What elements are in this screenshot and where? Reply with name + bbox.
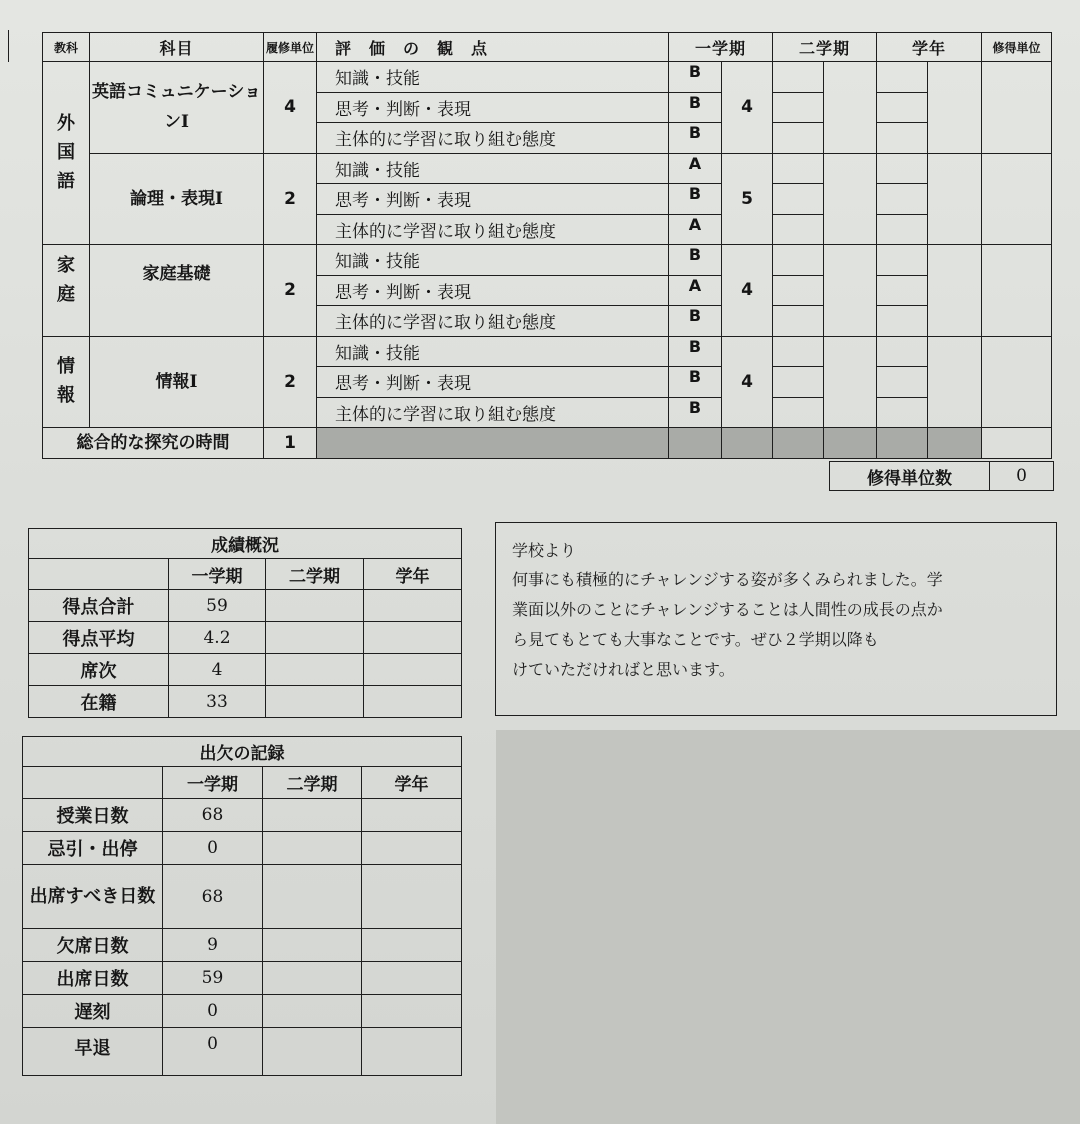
summary-row-year <box>364 622 462 654</box>
table-row <box>29 654 462 686</box>
comment-line: 何事にも積極的にチャレンジする姿が多くみられました。学 <box>512 570 943 589</box>
table-row <box>43 153 1052 184</box>
summary-row-term1: 59 <box>169 590 266 622</box>
perspective-grade: A <box>669 275 722 306</box>
inquiry-credits: 1 <box>264 428 317 459</box>
attendance-table <box>22 736 462 1076</box>
summary-row-term2 <box>266 686 364 718</box>
perspective-grade: A <box>669 214 722 245</box>
comment-heading: 学校より <box>512 541 577 560</box>
attendance-row-term1: 59 <box>163 962 263 995</box>
term2-score-cell <box>824 336 877 428</box>
attendance-title: 出欠の記録 <box>23 737 462 767</box>
term1-score: 5 <box>722 153 773 245</box>
year-grade-cell <box>877 153 928 184</box>
attendance-row-term2 <box>263 865 362 929</box>
comment-line: けていただければと思います。 <box>512 660 735 679</box>
attendance-col-term1: 一学期 <box>163 767 263 799</box>
term2-grade-cell <box>773 92 824 123</box>
attendance-col-year: 学年 <box>362 767 462 799</box>
term2-grade-cell <box>773 397 824 428</box>
perspective-label: 知識・技能 <box>317 153 669 184</box>
perspective-label: 知識・技能 <box>317 336 669 367</box>
perspective-grade: B <box>669 306 722 337</box>
year-grade-cell <box>877 245 928 276</box>
perspective-grade: B <box>669 397 722 428</box>
summary-row-term2 <box>266 654 364 686</box>
table-row <box>23 865 462 929</box>
table-row <box>23 929 462 962</box>
perspective-label: 主体的に学習に取り組む態度 <box>317 214 669 245</box>
attendance-row-term2 <box>263 962 362 995</box>
perspective-label: 主体的に学習に取り組む態度 <box>317 397 669 428</box>
summary-row-term2 <box>266 590 364 622</box>
perspective-grade: B <box>669 92 722 123</box>
perspective-label: 思考・判断・表現 <box>317 92 669 123</box>
term2-grade-cell <box>773 184 824 215</box>
inquiry-blank <box>722 428 773 459</box>
attendance-row-term1: 0 <box>163 832 263 865</box>
summary-title: 成績概況 <box>29 529 462 559</box>
year-grade-cell <box>877 367 928 398</box>
table-row <box>23 995 462 1028</box>
year-score-cell <box>928 336 982 428</box>
summary-row-term1: 4 <box>169 654 266 686</box>
earned-cell <box>982 62 1052 154</box>
perspective-label: 知識・技能 <box>317 62 669 93</box>
attendance-row-term2 <box>263 799 362 832</box>
attendance-row-year <box>362 995 462 1028</box>
attendance-row-year <box>362 1028 462 1076</box>
summary-row-label: 得点合計 <box>29 590 169 622</box>
year-grade-cell <box>877 184 928 215</box>
subject-credits: 2 <box>264 153 317 245</box>
category-information: 情報 <box>57 356 75 407</box>
term2-score-cell <box>824 62 877 154</box>
summary-col-term2: 二学期 <box>266 559 364 590</box>
table-row <box>23 1028 462 1076</box>
table-row <box>43 62 1052 93</box>
earned-cell <box>982 336 1052 428</box>
inquiry-name: 総合的な探究の時間 <box>43 428 264 459</box>
attendance-row-term2 <box>263 995 362 1028</box>
year-grade-cell <box>877 336 928 367</box>
table-row <box>29 590 462 622</box>
inquiry-blank <box>877 428 928 459</box>
perspective-grade: B <box>669 184 722 215</box>
subject-credits: 2 <box>264 245 317 337</box>
attendance-row-year <box>362 832 462 865</box>
header-perspective: 評 価 の 観 点 <box>317 33 669 62</box>
subject-credits: 2 <box>264 336 317 428</box>
perspective-grade: B <box>669 62 722 93</box>
year-grade-cell <box>877 214 928 245</box>
attendance-row-term1: 9 <box>163 929 263 962</box>
attendance-row-term1: 68 <box>163 865 263 929</box>
term2-grade-cell <box>773 214 824 245</box>
year-grade-cell <box>877 397 928 428</box>
category-foreign-language: 外国語 <box>57 113 75 192</box>
term2-grade-cell <box>773 245 824 276</box>
summary-corner <box>29 559 169 590</box>
attendance-row-year <box>362 962 462 995</box>
year-grade-cell <box>877 92 928 123</box>
table-row <box>23 832 462 865</box>
summary-row-term1: 33 <box>169 686 266 718</box>
attendance-row-label: 出席日数 <box>23 962 163 995</box>
summary-col-year: 学年 <box>364 559 462 590</box>
earned-credits-label: 修得単位数 <box>830 462 990 491</box>
term2-grade-cell <box>773 275 824 306</box>
attendance-row-label: 忌引・出停 <box>23 832 163 865</box>
subject-name: 情報Ⅰ <box>90 336 264 428</box>
year-score-cell <box>928 245 982 337</box>
subject-credits: 4 <box>264 62 317 154</box>
table-row <box>43 245 1052 276</box>
table-row <box>23 799 462 832</box>
perspective-label: 思考・判断・表現 <box>317 367 669 398</box>
attendance-row-label: 欠席日数 <box>23 929 163 962</box>
school-comment-box <box>495 522 1057 716</box>
year-score-cell <box>928 62 982 154</box>
term1-score: 4 <box>722 245 773 337</box>
header-category: 教科 <box>43 33 90 62</box>
attendance-row-label: 早退 <box>23 1028 163 1076</box>
table-row <box>29 686 462 718</box>
attendance-row-label: 遅刻 <box>23 995 163 1028</box>
perspective-label: 主体的に学習に取り組む態度 <box>317 306 669 337</box>
attendance-row-year <box>362 865 462 929</box>
summary-row-year <box>364 686 462 718</box>
earned-credits-table <box>829 461 1054 491</box>
inquiry-blank <box>669 428 722 459</box>
perspective-grade: A <box>669 153 722 184</box>
comment-line: ら見てもとても大事なことです。ぜひ２学期以降も <box>512 630 879 649</box>
attendance-row-term2 <box>263 929 362 962</box>
background-surface <box>496 730 1080 1124</box>
inquiry-blank <box>773 428 824 459</box>
inquiry-blank <box>824 428 877 459</box>
term2-grade-cell <box>773 306 824 337</box>
summary-row-label: 得点平均 <box>29 622 169 654</box>
year-grade-cell <box>877 275 928 306</box>
attendance-row-term1: 0 <box>163 1028 263 1076</box>
attendance-row-term1: 68 <box>163 799 263 832</box>
summary-row-label: 席次 <box>29 654 169 686</box>
term2-grade-cell <box>773 123 824 154</box>
term1-score: 4 <box>722 336 773 428</box>
header-credits: 履修単位 <box>264 33 317 62</box>
attendance-row-term1: 0 <box>163 995 263 1028</box>
perspective-grade: B <box>669 367 722 398</box>
year-grade-cell <box>877 306 928 337</box>
summary-row-term1: 4.2 <box>169 622 266 654</box>
attendance-row-label: 出席すべき日数 <box>23 865 163 929</box>
header-subject: 科目 <box>90 33 264 62</box>
term1-score: 4 <box>722 62 773 154</box>
category-home-economics: 家庭 <box>57 255 75 305</box>
grades-header-row <box>43 33 1052 62</box>
perspective-grade: B <box>669 336 722 367</box>
category-cell <box>43 336 90 428</box>
header-term1: 一学期 <box>669 33 773 62</box>
perspective-label: 主体的に学習に取り組む態度 <box>317 123 669 154</box>
term2-grade-cell <box>773 367 824 398</box>
term2-grade-cell <box>773 336 824 367</box>
earned-cell <box>982 153 1052 245</box>
category-cell <box>43 245 90 337</box>
page-edge-mark <box>0 30 9 62</box>
attendance-row-term2 <box>263 1028 362 1076</box>
table-row <box>43 336 1052 367</box>
subject-name: 論理・表現Ⅰ <box>90 153 264 245</box>
attendance-row-year <box>362 799 462 832</box>
attendance-row-year <box>362 929 462 962</box>
subject-name: 家庭基礎 <box>90 245 264 337</box>
summary-col-term1: 一学期 <box>169 559 266 590</box>
term2-grade-cell <box>773 62 824 93</box>
summary-table <box>28 528 462 718</box>
summary-row-year <box>364 654 462 686</box>
term2-score-cell <box>824 153 877 245</box>
header-earned: 修得単位 <box>982 33 1052 62</box>
attendance-row-term2 <box>263 832 362 865</box>
year-grade-cell <box>877 123 928 154</box>
attendance-row-label: 授業日数 <box>23 799 163 832</box>
table-row <box>23 962 462 995</box>
header-year: 学年 <box>877 33 982 62</box>
perspective-grade: B <box>669 123 722 154</box>
term2-score-cell <box>824 245 877 337</box>
perspective-label: 知識・技能 <box>317 245 669 276</box>
comment-line: 業面以外のことにチャレンジすることは人間性の成長の点か <box>512 600 943 619</box>
category-cell <box>43 62 90 245</box>
attendance-col-term2: 二学期 <box>263 767 362 799</box>
perspective-label: 思考・判断・表現 <box>317 184 669 215</box>
summary-row-year <box>364 590 462 622</box>
earned-cell <box>982 245 1052 337</box>
perspective-grade: B <box>669 245 722 276</box>
summary-row-term2 <box>266 622 364 654</box>
perspective-label: 思考・判断・表現 <box>317 275 669 306</box>
inquiry-blank <box>317 428 669 459</box>
year-grade-cell <box>877 62 928 93</box>
year-score-cell <box>928 153 982 245</box>
inquiry-row <box>43 428 1052 459</box>
subject-name: 英語コミュニケーションⅠ <box>90 62 264 154</box>
term2-grade-cell <box>773 153 824 184</box>
attendance-corner <box>23 767 163 799</box>
inquiry-earned-cell <box>982 428 1052 459</box>
grades-table <box>42 32 1052 459</box>
header-term2: 二学期 <box>773 33 877 62</box>
inquiry-blank <box>928 428 982 459</box>
table-row <box>29 622 462 654</box>
summary-row-label: 在籍 <box>29 686 169 718</box>
earned-credits-value: 0 <box>990 462 1054 491</box>
